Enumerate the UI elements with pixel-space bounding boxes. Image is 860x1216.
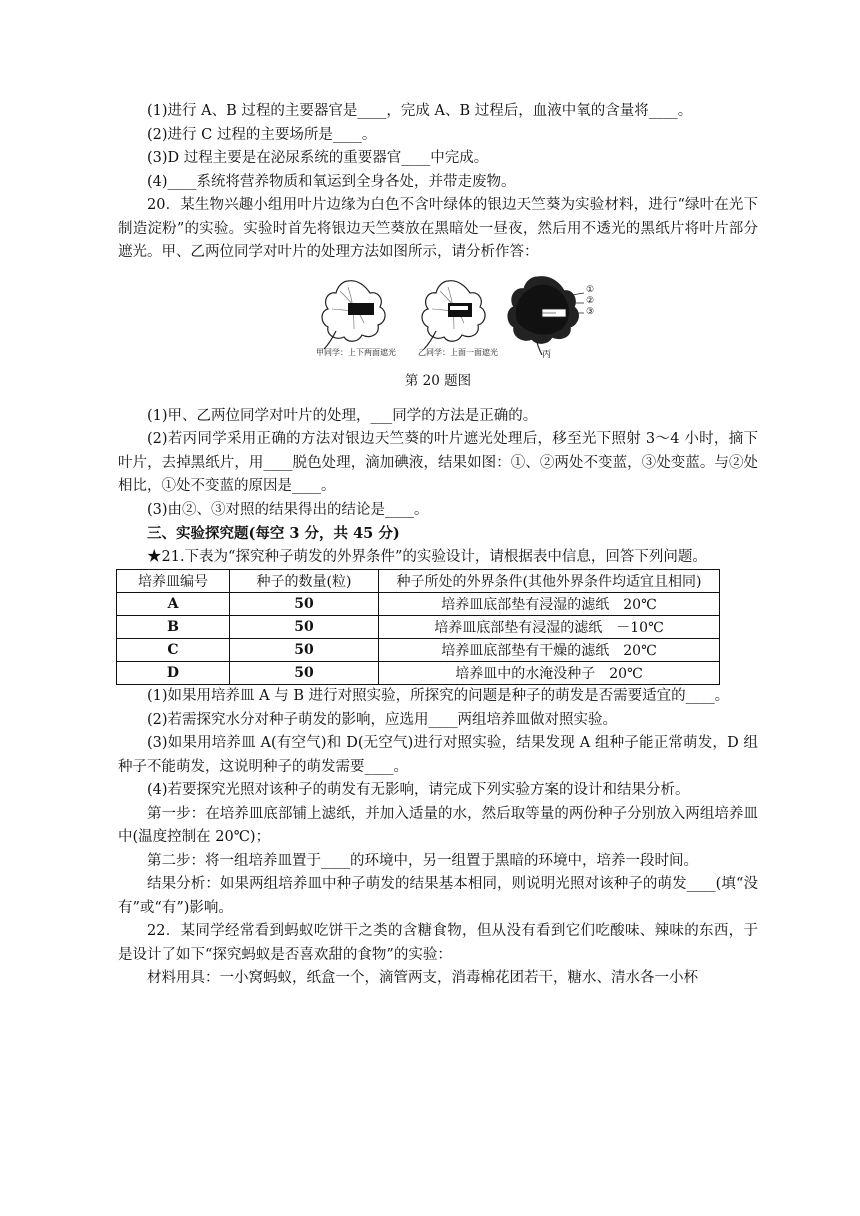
table-cell: A	[117, 593, 230, 616]
table-cell: 培养皿中的水淹没种子 20℃	[379, 662, 720, 685]
q20-sub1: (1)甲、乙两位同学对叶片的处理，___同学的方法是正确的。	[147, 407, 538, 424]
q20-sub2: (2)若丙同学采用正确的方法对银边天竺葵的叶片遮光处理后，移至光下照射 3～4 小时，摘下叶片，去掉黑纸片，用____脱色处理，滴加碘液，结果如图：①、②两处不变蓝，③处变蓝。与②处相比，①处不变蓝的原因是____。	[118, 431, 758, 494]
q21-stem: ★21.下表为“探究种子萌发的外界条件”的实验设计，请根据表中信息，回答下列问题。	[147, 548, 707, 565]
q21-sub3: (3)如果用培养皿 A(有空气)和 D(无空气)进行对照实验，结果发现 A 组种子能正常萌发，D 组种子不能萌发，这说明种子的萌发需要____。	[118, 735, 758, 775]
q20-sub3: (3)由②、③对照的结果得出的结论是____。	[147, 501, 429, 518]
table-cell: 50	[230, 639, 379, 662]
table-header: 种子的数量(粒)	[230, 570, 379, 593]
figure-caption: 第 20 题图	[404, 372, 472, 389]
leaf-jia-label: 甲同学：上下两面遮光	[316, 347, 396, 357]
leaf-bing-illustration	[508, 276, 584, 354]
leaf-mark-2: ②	[586, 295, 595, 306]
table-cell: 50	[230, 662, 379, 685]
q21-step1: 第一步：在培养皿底部铺上滤纸，并加入适量的水，然后取等量的两份种子分别放入两组培养皿中(温度控制在 20℃)；	[118, 805, 758, 845]
q20-figure	[118, 275, 758, 360]
leaf-mark-1: ①	[586, 284, 595, 295]
section-heading: 三、实验探究题(每空 3 分，共 45 分)	[147, 525, 400, 542]
leaf-yi-label: 乙同学：上面一面遮光	[418, 347, 498, 357]
table-cell: D	[117, 662, 230, 685]
q21-sub1: (1)如果用培养皿 A 与 B 进行对照实验，所探究的问题是种子的萌发是否需要适宜的____。	[147, 688, 730, 704]
q20-stem: 20．某生物兴趣小组用叶片边缘为白色不含叶绿体的银边天竺葵为实验材料，进行“绿叶在光下制造淀粉”的实验。实验时首先将银边天竺葵放在黑暗处一昼夜，然后用不透光的黑纸片将叶片部分遮光。甲、乙两位同学对叶片的处理方法如图所示，请分析作答：	[118, 197, 758, 260]
table-header: 培养皿编号	[117, 570, 230, 593]
q21-result: 结果分析：如果两组培养皿中种子萌发的结果基本相同，则说明光照对该种子的萌发____(填“没有”或“有”)影响。	[118, 876, 758, 916]
table-row	[117, 662, 720, 685]
table-row	[117, 639, 720, 662]
document-page	[118, 100, 758, 991]
q19-sub2: (2)进行 C 过程的主要场所是____。	[147, 126, 377, 143]
table-header-row	[117, 570, 720, 593]
table-cell: B	[117, 616, 230, 639]
q22-stem: 22．某同学经常看到蚂蚁吃饼干之类的含糖食物，但从没有看到它们吃酸味、辣味的东西，于是设计了如下“探究蚂蚁是否喜欢甜的食物”的实验：	[118, 923, 758, 963]
table-cell: C	[117, 639, 230, 662]
q21-sub2: (2)若需探究水分对种子萌发的影响，应选用____两组培养皿做对照实验。	[147, 711, 618, 728]
q19-sub3: (3)D 过程主要是在泌尿系统的重要器官____中完成。	[147, 150, 489, 166]
table-row	[117, 616, 720, 639]
leaf-bing-label: 丙	[542, 349, 552, 360]
table-row	[117, 593, 720, 616]
table-cell: 50	[230, 593, 379, 616]
leaf-yi-illustration	[422, 280, 485, 348]
q21-table	[116, 569, 720, 685]
q21-sub4: (4)若要探究光照对该种子的萌发有无影响，请完成下列实验方案的设计和结果分析。	[147, 782, 690, 798]
table-cell: 50	[230, 616, 379, 639]
table-cell: 培养皿底部垫有浸湿的滤纸 －10℃	[379, 616, 720, 639]
leaf-figure-svg	[118, 275, 758, 355]
table-cell: 培养皿底部垫有干燥的滤纸 20℃	[379, 639, 720, 662]
leaf-mark-3: ③	[586, 306, 595, 317]
table-header: 种子所处的外界条件(其他外界条件均适宜且相同)	[379, 570, 720, 593]
leaf-jia-illustration	[322, 280, 385, 348]
q19-sub4: (4)____系统将营养物质和氧运到全身各处，并带走废物。	[147, 173, 516, 190]
q19-sub1: (1)进行 A、B 过程的主要器官是____，完成 A、B 过程后，血液中氧的含量将____。	[147, 103, 693, 119]
q22-materials: 材料用具：一小窝蚂蚁，纸盒一个，滴管两支，消毒棉花团若干，糖水、清水各一小杯	[147, 970, 698, 986]
table-cell: 培养皿底部垫有浸湿的滤纸 20℃	[379, 593, 720, 616]
q21-step2: 第二步：将一组培养皿置于____的环境中，另一组置于黑暗的环境中，培养一段时间。	[147, 852, 698, 869]
